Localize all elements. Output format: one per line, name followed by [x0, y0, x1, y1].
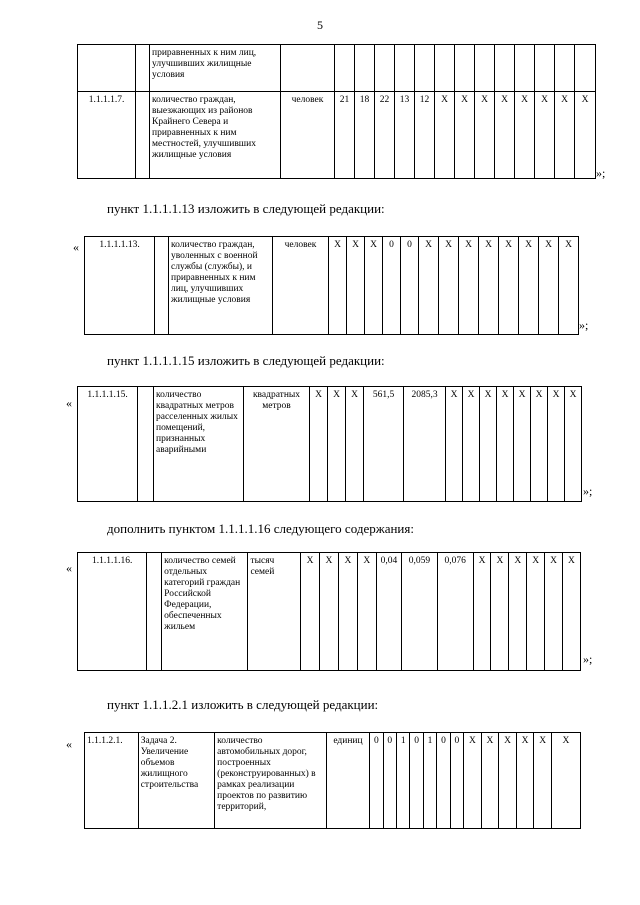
table-row — [85, 237, 579, 335]
value-cell — [455, 45, 475, 92]
value-cell: Х — [509, 553, 527, 671]
value-cell: 0,076 — [437, 553, 473, 671]
value-cell: Х — [545, 553, 563, 671]
row-extra — [147, 553, 162, 671]
value-cell: 18 — [355, 92, 375, 179]
section-heading: дополнить пунктом 1.1.1.1.16 следующего содержания: — [107, 521, 414, 536]
value-cell: 0 — [401, 237, 419, 335]
value-cell: 0 — [410, 733, 423, 829]
value-cell — [535, 45, 555, 92]
row-description: количество семей отдельных категорий граждан Российской Федерации, обеспеченных жильем — [162, 553, 248, 671]
value-cell: Х — [515, 92, 535, 179]
value-cell: Х — [531, 387, 548, 502]
value-cell: Х — [357, 553, 376, 671]
row-unit: единиц — [326, 733, 369, 829]
value-cell: 561,5 — [364, 387, 404, 502]
value-cell: Х — [346, 387, 364, 502]
section-heading: пункт 1.1.1.2.1 изложить в следующей редакции: — [107, 697, 379, 712]
value-cell: Х — [527, 553, 545, 671]
value-cell — [435, 45, 455, 92]
value-cell: Х — [328, 387, 346, 502]
row-code — [78, 45, 136, 92]
open-quote: « — [66, 396, 72, 410]
open-quote: « — [66, 561, 72, 575]
value-cell — [515, 45, 535, 92]
open-quote: « — [73, 240, 79, 254]
value-cell — [575, 45, 596, 92]
value-cell: Х — [480, 387, 497, 502]
table-row — [78, 92, 596, 179]
value-cell: 13 — [395, 92, 415, 179]
value-cell: Х — [562, 553, 580, 671]
table-row — [78, 45, 596, 92]
value-cell: 0,04 — [376, 553, 401, 671]
row-unit — [281, 45, 335, 92]
value-cell: Х — [301, 553, 320, 671]
row-code: 1.1.1.1.15. — [78, 387, 138, 502]
value-cell: Х — [551, 733, 580, 829]
value-cell: Х — [435, 92, 455, 179]
value-cell: Х — [481, 733, 499, 829]
value-cell — [415, 45, 435, 92]
value-cell: Х — [338, 553, 357, 671]
section-heading: пункт 1.1.1.1.13 изложить в следующей редакции: — [107, 201, 385, 216]
row-code: 1.1.1.2.1. — [85, 733, 139, 829]
value-cell: Х — [565, 387, 582, 502]
row-task: Задача 2. Увеличение объемов жилищного строительства — [138, 733, 214, 829]
value-cell: Х — [575, 92, 596, 179]
value-cell — [555, 45, 575, 92]
value-cell: Х — [514, 387, 531, 502]
row-description: количество квадратных метров расселенных жилых помещений, признанных аварийными — [154, 387, 244, 502]
row-code: 1.1.1.1.16. — [78, 553, 147, 671]
value-cell: Х — [516, 733, 534, 829]
table-1-1-1-1-13 — [84, 236, 579, 335]
value-cell: Х — [446, 387, 463, 502]
value-cell: Х — [479, 237, 499, 335]
value-cell: Х — [473, 553, 491, 671]
value-cell: Х — [535, 92, 555, 179]
value-cell: Х — [559, 237, 579, 335]
value-cell: Х — [347, 237, 365, 335]
row-unit: человек — [281, 92, 335, 179]
table-row — [78, 387, 582, 502]
row-code: 1.1.1.1.13. — [85, 237, 155, 335]
value-cell — [475, 45, 495, 92]
value-cell: Х — [419, 237, 439, 335]
value-cell: Х — [555, 92, 575, 179]
table-1-1-1-2-1 — [84, 732, 581, 829]
value-cell — [355, 45, 375, 92]
value-cell: Х — [539, 237, 559, 335]
value-cell: 0,059 — [402, 553, 438, 671]
open-quote: « — [66, 737, 72, 751]
value-cell: Х — [455, 92, 475, 179]
value-cell: Х — [491, 553, 509, 671]
close-quote: »; — [596, 166, 606, 180]
close-quote: »; — [583, 652, 593, 666]
row-extra — [136, 92, 150, 179]
section-heading: пункт 1.1.1.1.15 изложить в следующей редакции: — [107, 353, 385, 368]
value-cell: Х — [464, 733, 482, 829]
value-cell: Х — [475, 92, 495, 179]
row-description: количество автомобильных дорог, построенных (реконструированных) в рамках реализации проектов по развитию территорий, — [215, 733, 327, 829]
value-cell: 2085,3 — [404, 387, 446, 502]
close-quote: »; — [583, 484, 593, 498]
value-cell — [335, 45, 355, 92]
value-cell: 1 — [423, 733, 436, 829]
value-cell: Х — [499, 733, 517, 829]
value-cell: 0 — [383, 733, 396, 829]
value-cell: Х — [310, 387, 328, 502]
table-row — [85, 733, 581, 829]
value-cell: Х — [534, 733, 552, 829]
value-cell: 0 — [437, 733, 450, 829]
row-extra — [138, 387, 154, 502]
value-cell: Х — [319, 553, 338, 671]
row-description: количество граждан, уволенных с военной службы (службы), и приравненных к ним лиц, улучшивших жилищные условия — [169, 237, 273, 335]
value-cell: Х — [365, 237, 383, 335]
close-quote: »; — [579, 318, 589, 332]
value-cell: Х — [499, 237, 519, 335]
value-cell: 0 — [450, 733, 463, 829]
table-1-1-1-1-16 — [77, 552, 581, 671]
table-1-1-1-1-15 — [77, 386, 582, 502]
row-extra — [155, 237, 169, 335]
row-code: 1.1.1.1.7. — [78, 92, 136, 179]
page-number: 5 — [317, 18, 323, 32]
row-extra — [136, 45, 150, 92]
value-cell: Х — [439, 237, 459, 335]
value-cell: Х — [329, 237, 347, 335]
value-cell: 22 — [375, 92, 395, 179]
value-cell: 12 — [415, 92, 435, 179]
value-cell: Х — [548, 387, 565, 502]
table-1-1-1-1-7 — [77, 44, 596, 179]
value-cell: 21 — [335, 92, 355, 179]
row-description: количество граждан, выезжающих из районов Крайнего Севера и приравненных к ним местностей, улучшивших жилищные условия — [150, 92, 281, 179]
row-unit: человек — [273, 237, 329, 335]
value-cell — [375, 45, 395, 92]
value-cell — [395, 45, 415, 92]
value-cell: 1 — [397, 733, 410, 829]
value-cell: Х — [459, 237, 479, 335]
value-cell: Х — [519, 237, 539, 335]
row-description: приравненных к ним лиц, улучшивших жилищные условия — [150, 45, 281, 92]
value-cell: 0 — [383, 237, 401, 335]
row-unit: квадратных метров — [244, 387, 310, 502]
value-cell: Х — [463, 387, 480, 502]
value-cell: Х — [497, 387, 514, 502]
row-unit: тысяч семей — [248, 553, 301, 671]
value-cell: Х — [495, 92, 515, 179]
table-row — [78, 553, 581, 671]
value-cell — [495, 45, 515, 92]
value-cell: 0 — [370, 733, 383, 829]
